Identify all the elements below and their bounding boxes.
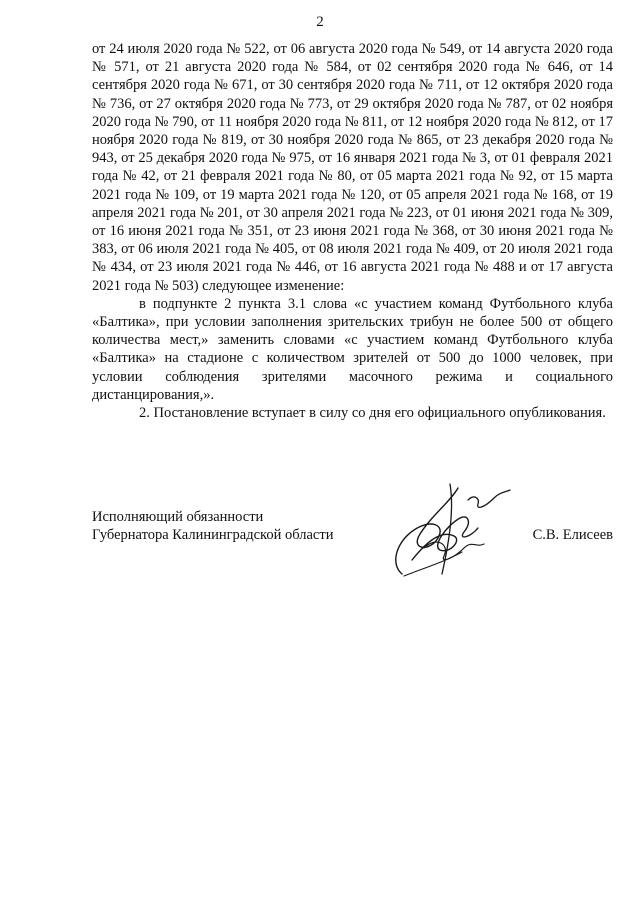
signature-block <box>92 508 613 598</box>
signer-title-line-1: Исполняющий обязанности <box>92 509 264 525</box>
paragraph-continued: от 24 июля 2020 года № 522, от 06 августа 2020 года № 549, от 14 августа 2020 года № 571, от 21 августа 2020 года № 584, от 02 сентября 2020 года № 646, от 14 сентября 2020 года № 671, от 30 сентября 2020 года № 711, от 12 октября 2020 года № 736, от 27 октября 2020 года № 773, от 29 октября 2020 года № 787, от 02 ноября 2020 года № 790, от 11 ноября 2020 года № 811, от 12 ноября 2020 года № 812, от 17 ноября 2020 года № 819, от 30 ноября 2020 года № 865, от 23 декабря 2020 года № 943, от 25 декабря 2020 года № 975, от 16 января 2021 года № 3, от 01 февраля 2021 года № 42, от 21 февраля 2021 года № 80, от 05 марта 2021 года № 92, от 15 марта 2021 года № 109, от 19 марта 2021 года № 120, от 05 апреля 2021 года № 168, от 19 апреля 2021 года № 201, от 30 апреля 2021 года № 223, от 01 июня 2021 года № 309, от 16 июня 2021 года № 351, от 23 июня 2021 года № 368, от 30 июня 2021 года № 383, от 06 июля 2021 года № 405, от 08 июля 2021 года № 409, от 20 июля 2021 года № 434, от 23 июля 2021 года № 446, от 16 августа 2021 года № 488 и от 17 августа 2021 года № 503) следующее изменение: <box>92 41 613 294</box>
signer-title-line-2: Губернатора Калининградской области <box>92 527 334 544</box>
handwritten-signature <box>384 478 514 588</box>
signer-title <box>92 508 333 544</box>
clause-2-paragraph: 2. Постановление вступает в силу со дня его официального опубликования. <box>139 405 606 422</box>
signer-name: С.В. Елисеев <box>532 527 613 543</box>
document-body <box>92 40 613 422</box>
page-number: 2 <box>316 14 324 30</box>
amendment-paragraph: в подпункте 2 пункта 3.1 слова «с участием команд Футбольного клуба «Балтика», при условии заполнения зрительских трибун не более 500 от общего количества мест,» заменить словами «с участием команд Футбольного клуба «Балтика» на стадионе с количеством зрителей от 500 до 1000 человек, при условии соблюдения зрителями масочного режима и социального дистанцирования,». <box>92 295 613 403</box>
